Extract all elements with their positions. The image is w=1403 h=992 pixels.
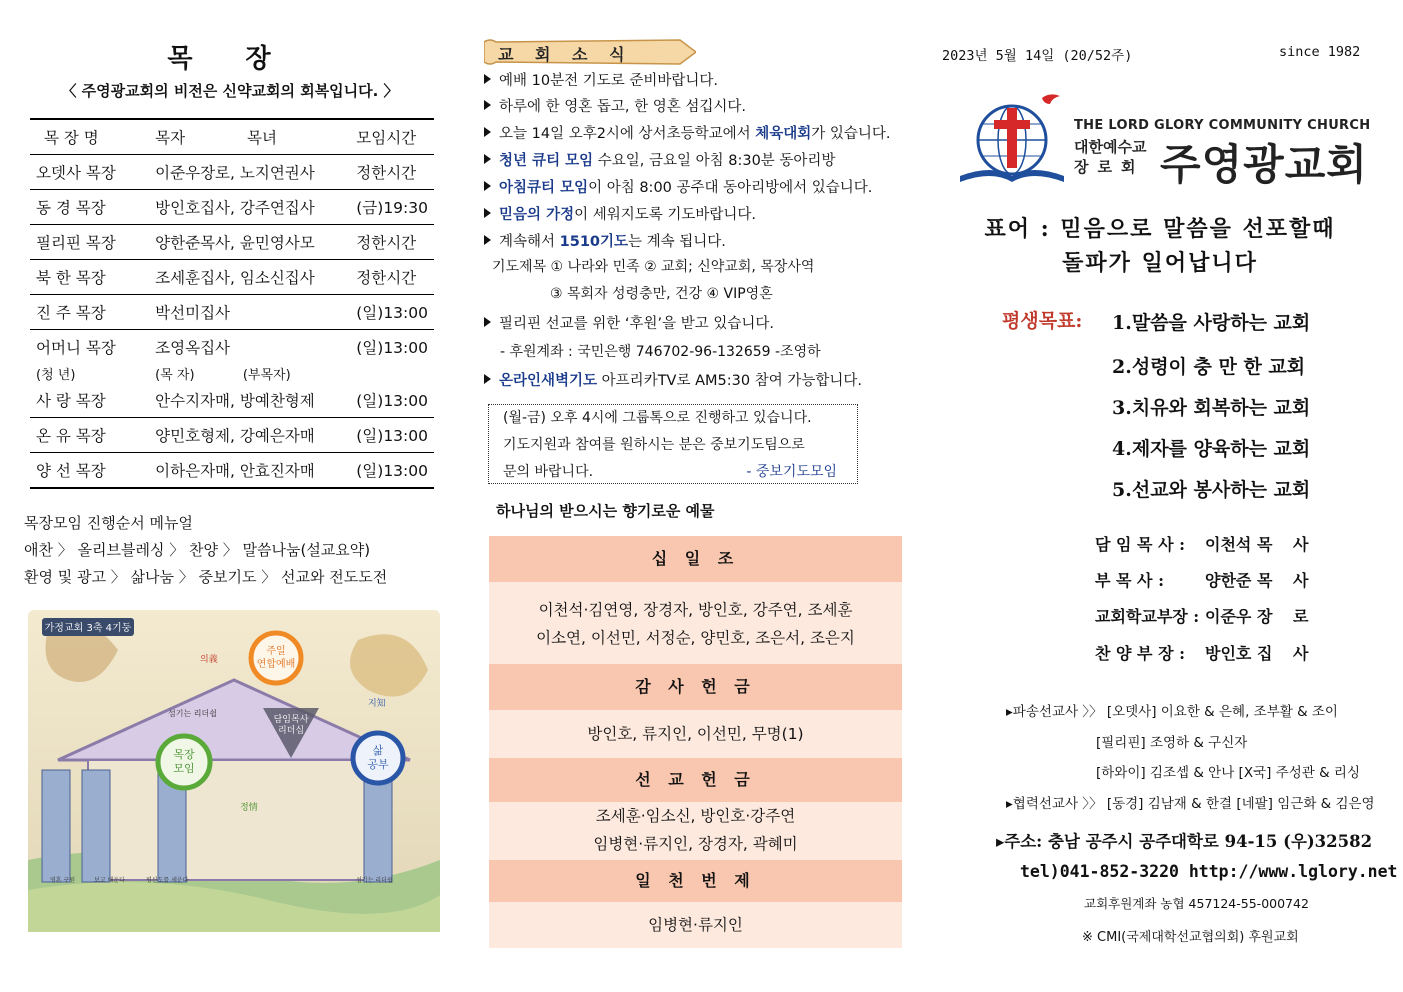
news-highlight: 믿음의 가정 [499, 207, 575, 223]
mokjang-name: 온 유 목장 [30, 418, 149, 453]
bullet-icon [484, 317, 491, 327]
church-address: ▸주소: 충남 공주시 공주대학로 94-15 (우)32582 [996, 832, 1373, 851]
mokjang-leaders: 안수지자매, 방예찬형제 [149, 383, 350, 418]
pillar [82, 770, 110, 882]
staff-role: 부 목 사 : [1095, 571, 1164, 590]
news-highlight: 청년 큐티 모임 [499, 153, 594, 169]
sent-missionaries-line-1: ▸파송선교사 〉〉 [오뎃사] 이요한 & 은혜, 조부활 & 조이 [1006, 704, 1338, 720]
bullet-icon [484, 374, 491, 384]
table-row [30, 225, 434, 260]
mokjang-name: 오뎃사 목장 [30, 155, 149, 190]
news-item [484, 122, 891, 143]
news-highlight: 아침큐티 모임 [499, 180, 589, 196]
news-highlight: 1510기도 [559, 234, 629, 250]
since-year: since 1982 [1279, 44, 1361, 60]
staff-title: 사 [1293, 644, 1309, 663]
thanks-offering-header: 감 사 헌 금 [489, 664, 902, 710]
header-mongnyeo: 목녀 [246, 129, 277, 147]
circle-top-label-1: 주일 [266, 646, 286, 657]
news-text: 이 세워지도록 기도바랍니다. [574, 207, 757, 223]
sent-missionaries-line-2: [필리핀] 조영하 & 구신자 [1096, 735, 1248, 751]
mokjang-leaders: 방인호집사, 강주연집사 [149, 190, 350, 225]
pillar-label-0: 영혼 구원 [50, 877, 76, 884]
cmi-note: ※ CMI(국제대학선교협의회) 후원교회 [1082, 930, 1299, 945]
staff-title: 로 [1293, 607, 1309, 626]
mission-offering-names [489, 802, 902, 860]
youth-header-bumokja: (부목자) [242, 368, 291, 383]
pillar-label-1: 보고 배운다 [94, 877, 125, 884]
staff-row [1095, 532, 1308, 555]
mission-offering-header: 선 교 헌 금 [489, 758, 902, 802]
circle-right-label-2: 공부 [367, 758, 389, 771]
vision-statement: 〈 주영광교회의 비전은 신약교회의 회복입니다. 〉 [61, 82, 399, 100]
label-leader: 섬기는 리더쉽 [168, 709, 217, 718]
motto-line-2: 돌파가 일어납니다 [1062, 250, 1258, 276]
mokjang-leaders: 조영옥집사 [155, 339, 231, 357]
mission-line-2: 임병현·류지인, 장경자, 곽혜미 [593, 835, 798, 853]
mokjang-time: (일)13:00 [356, 339, 428, 357]
staff-name: 이천석 목 [1205, 535, 1273, 554]
bullet-icon [484, 100, 491, 110]
news-item [484, 149, 835, 170]
mokjang-name: 동 경 목장 [30, 190, 149, 225]
news-text: 오늘 14일 오후2시에 상서초등학교에서 [499, 126, 756, 142]
news-item [484, 176, 872, 197]
tithe-line-1: 이천석·김연영, 장경자, 방인호, 강주연, 조세훈 [538, 601, 853, 619]
staff-row [1095, 604, 1308, 627]
news-text: 필리핀 선교를 위한 ‘후원’을 받고 있습니다. [499, 316, 774, 332]
goal-item: 4.제자를 양육하는 교회 [1112, 438, 1311, 460]
staff-role: 찬 양 부 장 : [1095, 644, 1186, 663]
news-item [484, 369, 862, 390]
news-item [484, 69, 718, 90]
mokjang-time: 정한시간 [350, 225, 434, 260]
news-text: 계속해서 [499, 234, 560, 250]
mokjang-time: 정한시간 [350, 260, 434, 295]
news-item [484, 312, 774, 333]
pillar [364, 770, 392, 882]
table-row [30, 295, 434, 330]
goal-item: 1.말씀을 사랑하는 교회 [1112, 312, 1311, 334]
label-ui: 의義 [200, 655, 218, 665]
box-line-3-row [503, 459, 857, 486]
mokjang-time: (일)13:00 [350, 453, 434, 489]
pillar-label-3: 섬기는 리더쉽 [356, 877, 393, 884]
news-highlight: 온라인새벽기도 [499, 373, 598, 389]
box-line-1: (월-금) 오후 4시에 그룹톡으로 진행하고 있습니다. [503, 410, 812, 426]
motto-line-1: 표어 : 믿음으로 말씀을 선포할때 [984, 216, 1336, 242]
table-row [30, 330, 434, 365]
bullet-icon [484, 127, 491, 137]
staff-row [1095, 568, 1308, 591]
youth-header-name: (청 년) [36, 368, 76, 383]
mokjang-title: 목 장 [167, 44, 293, 74]
mokjang-leaders: 양한준목사, 윤민영사모 [149, 225, 350, 260]
bulletin-date: 2023년 5월 14일 (20/52주) [942, 48, 1133, 64]
mokjang-leaders: 박선미집사 [149, 295, 350, 330]
pillar-label-2: 평신도를 세운다 [146, 877, 189, 884]
box-line-3: 문의 바랍니다. [503, 464, 594, 480]
circle-sunday-worship [251, 633, 301, 683]
header-mokja: 목자 [155, 129, 186, 147]
triangle-label-1: 담임목사 [273, 715, 309, 725]
news-item [484, 95, 746, 116]
donation-account: - 후원계좌 : 국민은행 746702-96-132659 -조영하 [500, 344, 821, 360]
menu-line-2: 환영 및 광고 〉 삶나눔 〉 중보기도 〉 선교와 전도도전 [24, 568, 388, 586]
mokjang-table [30, 118, 434, 489]
news-text: 아프리카TV로 AM5:30 참여 가능합니다. [597, 373, 862, 389]
pillar [42, 770, 70, 882]
mokjang-name: 필리핀 목장 [30, 225, 149, 260]
bullet-icon [484, 181, 491, 191]
intercession-box [488, 404, 858, 484]
denomination-line-1: 대한예수교 [1074, 138, 1147, 156]
news-title: 교 회 소 식 [498, 45, 633, 64]
staff-title: 사 [1293, 571, 1309, 590]
house-body [88, 760, 380, 880]
news-text: 는 계속 됩니다. [628, 234, 726, 250]
news-text: 예배 10분전 기도로 준비바랍니다. [499, 73, 718, 89]
church-name-korean: 주영광교회 [1160, 140, 1368, 189]
news-text: 가 있습니다. [811, 126, 891, 142]
table-row [30, 260, 434, 295]
circle-left-label-2: 모임 [173, 762, 195, 775]
staff-row [1095, 641, 1308, 664]
news-text: 하루에 한 영혼 돕고, 한 영혼 섬깁시다. [499, 99, 746, 115]
mokjang-time: 정한시간 [350, 155, 434, 190]
staff-title: 사 [1293, 535, 1309, 554]
sent-missionaries-line-3: [하와이] 김조셉 & 안나 [X국] 주성관 & 리싱 [1096, 765, 1360, 781]
header-mokjang-name: 목 장 명 [30, 119, 149, 155]
goal-item: 2.성령이 충 만 한 교회 [1112, 356, 1306, 378]
staff-role: 담 임 목 사 : [1095, 535, 1186, 554]
table-row [30, 383, 434, 418]
thousand-offering-names: 임병현·류지인 [489, 902, 902, 948]
goal-item: 5.선교와 봉사하는 교회 [1112, 479, 1311, 501]
table-header-row [30, 119, 434, 155]
news-highlight: 체육대회 [755, 126, 812, 142]
mokjang-leaders: 조세훈집사, 임소신집사 [149, 260, 350, 295]
mokjang-time: (일)13:00 [350, 295, 434, 330]
label-jeong: 정情 [240, 803, 258, 813]
header-leaders [149, 119, 350, 155]
church-name-english: THE LORD GLORY COMMUNITY CHURCH [1074, 118, 1371, 133]
table-row [30, 418, 434, 453]
cross-bar [994, 120, 1030, 129]
house-church-illustration [28, 610, 440, 932]
mokjang-leaders: 양민호형제, 강예은자매 [149, 418, 350, 453]
mokjang-name: 양 선 목장 [30, 453, 149, 489]
bullet-icon [484, 154, 491, 164]
mokjang-leaders: 이준우장로, 노지연권사 [149, 155, 350, 190]
news-text: 수요일, 금요일 아침 8:30분 동아리방 [593, 153, 836, 169]
header-time: 모임시간 [350, 119, 434, 155]
table-row [30, 155, 434, 190]
circle-top-label-2: 연합예배 [256, 659, 296, 670]
mokjang-name: 북 한 목장 [30, 260, 149, 295]
tithe-names [489, 582, 902, 664]
bullet-icon [484, 74, 491, 84]
thousand-offering-header: 일 천 번 제 [489, 860, 902, 902]
tithe-line-2: 이소연, 이선민, 서정순, 양민호, 조은서, 조은지 [536, 629, 855, 647]
staff-role: 교회학교부장 : [1095, 607, 1200, 626]
news-item [484, 230, 726, 251]
prayer-topic-2: ③ 목회자 성령충만, 건강 ④ VIP영혼 [550, 286, 773, 302]
mokjang-name: 사 랑 목장 [30, 383, 149, 418]
cross-icon [1007, 108, 1017, 168]
table-row [30, 453, 434, 489]
diagram-badge: 가정교회 3축 4기둥 [44, 623, 132, 634]
mokjang-leaders: 이하은자매, 안효진자매 [149, 453, 350, 489]
mokjang-time: (일)13:00 [350, 418, 434, 453]
box-line-2: 기도지원과 참여를 원하시는 분은 중보기도팀으로 [503, 437, 805, 453]
thanks-offering-names: 방인호, 류지인, 이선민, 무명(1) [489, 710, 902, 758]
dove-icon [1042, 94, 1060, 104]
denomination-line-2: 장로회 [1074, 158, 1145, 176]
table-row [30, 190, 434, 225]
mission-line-1: 조세훈·임소신, 방인호·강주연 [595, 807, 796, 825]
label-ji: 지知 [368, 699, 386, 709]
church-logo-icon [952, 90, 1082, 190]
youth-header-mokja: (목 자) [155, 368, 195, 383]
bullet-icon [484, 208, 491, 218]
youth-header-leaders [149, 364, 350, 383]
mokjang-time: (금)19:30 [350, 190, 434, 225]
staff-name: 양한준 목 [1205, 571, 1273, 590]
mokjang-name: 어머니 목장 [36, 339, 116, 357]
offering-title: 하나님의 받으시는 향기로운 예물 [496, 502, 715, 520]
lifelong-goal-label: 평생목표: [1002, 310, 1083, 332]
news-item [484, 203, 756, 224]
circle-left-label-1: 목장 [173, 748, 195, 761]
youth-header-row [30, 364, 434, 383]
staff-name: 이준우 장 [1205, 607, 1273, 626]
menu-title: 목장모임 진행순서 메뉴얼 [24, 514, 193, 532]
prayer-topic-1: 기도제목 ① 나라와 민족 ② 교회; 신약교회, 목장사역 [492, 259, 815, 275]
mokjang-name: 진 주 목장 [30, 295, 149, 330]
mokjang-time: (일)13:00 [350, 383, 434, 418]
partner-missionaries: ▸협력선교사 〉〉 [동경] 김남재 & 한결 [네팔] 임근화 & 김은영 [1006, 796, 1375, 812]
circle-right-label-1: 삶 [372, 744, 384, 757]
bullet-icon [484, 235, 491, 245]
triangle-label-2: 리더십 [277, 726, 305, 736]
box-sign: - 중보기도모임 [746, 464, 837, 480]
church-contact[interactable]: tel)041-852-3220 http://www.lglory.net [1020, 862, 1398, 881]
church-account: 교회후원계좌 농협 457124-55-000742 [1084, 896, 1309, 911]
staff-name: 방인호 집 [1205, 644, 1273, 663]
goal-item: 3.치유와 회복하는 교회 [1112, 397, 1311, 419]
tithe-header: 십 일 조 [489, 536, 902, 582]
menu-line-1: 애찬 〉 올리브블레싱 〉 찬양 〉 말씀나눔(설교요약) [24, 541, 371, 559]
news-text: 이 아침 8:00 공주대 동아리방에서 있습니다. [588, 180, 873, 196]
